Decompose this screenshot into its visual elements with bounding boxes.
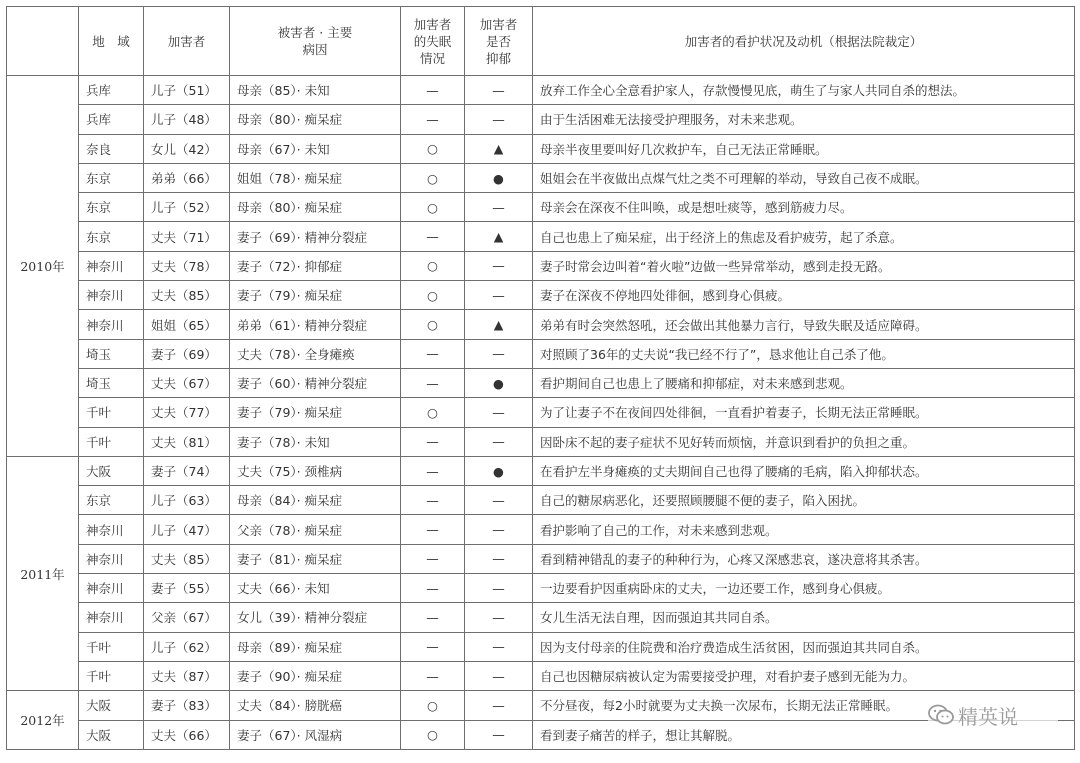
- perpetrator-cell: 丈夫（81）: [144, 427, 230, 456]
- perpetrator-cell: 儿子（63）: [144, 486, 230, 515]
- region-cell: 神奈川: [79, 310, 144, 339]
- table-row: [7, 515, 1075, 544]
- wechat-icon: [928, 704, 954, 726]
- header-year-blank: [7, 7, 79, 76]
- region-cell: 神奈川: [79, 281, 144, 310]
- victim-cell: 母亲（80）· 痴呆症: [230, 105, 401, 134]
- depression-cell: —: [465, 193, 533, 222]
- insomnia-cell: —: [401, 456, 465, 485]
- header-depression: [465, 7, 533, 76]
- header-insomnia-line2: 的失眠: [413, 33, 452, 49]
- table-row: [7, 427, 1075, 456]
- depression-cell: —: [465, 427, 533, 456]
- depression-cell: —: [465, 603, 533, 632]
- depression-cell: —: [465, 544, 533, 573]
- table-row: [7, 310, 1075, 339]
- header-victim: [230, 7, 401, 76]
- depression-cell: —: [465, 486, 533, 515]
- perpetrator-cell: 丈夫（78）: [144, 251, 230, 280]
- header-row: [7, 7, 1075, 76]
- header-depression-line2: 是否: [485, 33, 511, 49]
- perpetrator-cell: 丈夫（71）: [144, 222, 230, 251]
- insomnia-cell: —: [401, 515, 465, 544]
- depression-cell: —: [465, 76, 533, 105]
- table-row: [7, 544, 1075, 573]
- region-cell: 兵库: [79, 76, 144, 105]
- victim-cell: 母亲（67）· 未知: [230, 134, 401, 163]
- victim-cell: 丈夫（78）· 全身瘫痪: [230, 339, 401, 368]
- table-row: [7, 691, 1075, 720]
- perpetrator-cell: 儿子（51）: [144, 76, 230, 105]
- region-cell: 东京: [79, 193, 144, 222]
- perpetrator-cell: 丈夫（67）: [144, 368, 230, 397]
- insomnia-cell: —: [401, 661, 465, 690]
- victim-cell: 妻子（79）· 痴呆症: [230, 281, 401, 310]
- table-row: [7, 105, 1075, 134]
- victim-cell: 妻子（79）· 痴呆症: [230, 398, 401, 427]
- depression-cell: ●: [465, 456, 533, 485]
- region-cell: 神奈川: [79, 603, 144, 632]
- header-insomnia-line1: 加害者: [413, 16, 452, 32]
- insomnia-cell: ○: [401, 193, 465, 222]
- region-cell: 千叶: [79, 632, 144, 661]
- year-cell: 2012年: [7, 691, 79, 750]
- perpetrator-cell: 父亲（67）: [144, 603, 230, 632]
- motive-cell: 因为支付母亲的住院费和治疗费造成生活贫困，因而强迫其共同自杀。: [533, 632, 1075, 661]
- table-row: [7, 632, 1075, 661]
- victim-cell: 丈夫（66）· 未知: [230, 574, 401, 603]
- victim-cell: 妻子（67）· 风湿病: [230, 720, 401, 749]
- table-row: [7, 486, 1075, 515]
- motive-cell: 在看护左半身瘫痪的丈夫期间自己也得了腰痛的毛病，陷入抑郁状态。: [533, 456, 1075, 485]
- perpetrator-cell: 丈夫（66）: [144, 720, 230, 749]
- insomnia-cell: ○: [401, 310, 465, 339]
- insomnia-cell: —: [401, 603, 465, 632]
- insomnia-cell: ○: [401, 134, 465, 163]
- perpetrator-cell: 女儿（42）: [144, 134, 230, 163]
- victim-cell: 父亲（78）· 痴呆症: [230, 515, 401, 544]
- perpetrator-cell: 丈夫（87）: [144, 661, 230, 690]
- perpetrator-cell: 弟弟（66）: [144, 163, 230, 192]
- header-victim-line2: 病因: [302, 42, 328, 57]
- perpetrator-cell: 妻子（55）: [144, 574, 230, 603]
- insomnia-cell: —: [401, 544, 465, 573]
- depression-cell: —: [465, 661, 533, 690]
- motive-cell: 弟弟有时会突然怒吼，还会做出其他暴力言行，导致失眠及适应障碍。: [533, 310, 1075, 339]
- insomnia-cell: —: [401, 486, 465, 515]
- motive-cell: 一边要看护因重病卧床的丈夫，一边还要工作，感到身心俱疲。: [533, 574, 1075, 603]
- victim-cell: 弟弟（61）· 精神分裂症: [230, 310, 401, 339]
- region-cell: 兵库: [79, 105, 144, 134]
- perpetrator-cell: 儿子（52）: [144, 193, 230, 222]
- insomnia-cell: ○: [401, 720, 465, 749]
- depression-cell: ▲: [465, 134, 533, 163]
- victim-cell: 女儿（39）· 精神分裂症: [230, 603, 401, 632]
- depression-cell: ●: [465, 368, 533, 397]
- motive-cell: 母亲会在深夜不住叫唤，或是想吐痰等，感到筋疲力尽。: [533, 193, 1075, 222]
- region-cell: 神奈川: [79, 515, 144, 544]
- header-depression-line3: 抑郁: [485, 50, 511, 66]
- table-row: [7, 76, 1075, 105]
- motive-cell: 女儿生活无法自理，因而强迫其共同自杀。: [533, 603, 1075, 632]
- motive-cell: 自己的糖尿病恶化，还要照顾腰腿不便的妻子，陷入困扰。: [533, 486, 1075, 515]
- region-cell: 千叶: [79, 427, 144, 456]
- region-cell: 东京: [79, 486, 144, 515]
- year-cell: 2010年: [7, 76, 79, 457]
- depression-cell: —: [465, 281, 533, 310]
- header-victim-line1: 被害者 · 主要: [277, 25, 353, 40]
- depression-cell: —: [465, 632, 533, 661]
- victim-cell: 母亲（89）· 痴呆症: [230, 632, 401, 661]
- victim-cell: 姐姐（78）· 痴呆症: [230, 163, 401, 192]
- victim-cell: 妻子（81）· 痴呆症: [230, 544, 401, 573]
- motive-cell: 由于生活困难无法接受护理服务，对未来悲观。: [533, 105, 1075, 134]
- insomnia-cell: ○: [401, 281, 465, 310]
- region-cell: 千叶: [79, 661, 144, 690]
- depression-cell: ▲: [465, 310, 533, 339]
- victim-cell: 丈夫（84）· 膀胱癌: [230, 691, 401, 720]
- motive-cell: 放弃工作全心全意看护家人，存款慢慢见底，萌生了与家人共同自杀的想法。: [533, 76, 1075, 105]
- insomnia-cell: ○: [401, 163, 465, 192]
- table-row: [7, 456, 1075, 485]
- insomnia-cell: —: [401, 574, 465, 603]
- insomnia-cell: —: [401, 222, 465, 251]
- perpetrator-cell: 妻子（69）: [144, 339, 230, 368]
- depression-cell: —: [465, 339, 533, 368]
- header-perpetrator: 加害者: [144, 7, 230, 76]
- motive-cell: 因卧床不起的妻子症状不见好转而烦恼，并意识到看护的负担之重。: [533, 427, 1075, 456]
- depression-cell: ▲: [465, 222, 533, 251]
- victim-cell: 妻子（72）· 抑郁症: [230, 251, 401, 280]
- motive-cell: 自己也患上了痴呆症，出于经济上的焦虑及看护疲劳，起了杀意。: [533, 222, 1075, 251]
- table-row: [7, 339, 1075, 368]
- insomnia-cell: —: [401, 339, 465, 368]
- victim-cell: 妻子（60）· 精神分裂症: [230, 368, 401, 397]
- motive-cell: 看到妻子痛苦的样子，想让其解脱。: [533, 720, 1075, 749]
- table-row: [7, 163, 1075, 192]
- perpetrator-cell: 儿子（62）: [144, 632, 230, 661]
- victim-cell: 妻子（69）· 精神分裂症: [230, 222, 401, 251]
- table-row: [7, 574, 1075, 603]
- motive-cell: 母亲半夜里要叫好几次救护车，自己无法正常睡眠。: [533, 134, 1075, 163]
- table-body: [7, 76, 1075, 750]
- table-row: [7, 368, 1075, 397]
- victim-cell: 母亲（85）· 未知: [230, 76, 401, 105]
- region-cell: 大阪: [79, 456, 144, 485]
- depression-cell: —: [465, 574, 533, 603]
- header-insomnia: [401, 7, 465, 76]
- insomnia-cell: —: [401, 368, 465, 397]
- motive-cell: 为了让妻子不在夜间四处徘徊，一直看护着妻子，长期无法正常睡眠。: [533, 398, 1075, 427]
- case-table: [6, 6, 1075, 750]
- depression-cell: ●: [465, 163, 533, 192]
- watermark-text: 精英说: [958, 704, 1018, 729]
- perpetrator-cell: 丈夫（85）: [144, 544, 230, 573]
- region-cell: 东京: [79, 163, 144, 192]
- insomnia-cell: —: [401, 632, 465, 661]
- perpetrator-cell: 儿子（47）: [144, 515, 230, 544]
- insomnia-cell: ○: [401, 251, 465, 280]
- motive-cell: 不分昼夜，每2小时就要为丈夫换一次尿布，长期无法正常睡眠。: [533, 691, 1075, 720]
- victim-cell: 丈夫（75）· 颈椎病: [230, 456, 401, 485]
- table-row: [7, 398, 1075, 427]
- perpetrator-cell: 丈夫（85）: [144, 281, 230, 310]
- motive-cell: 姐姐会在半夜做出点煤气灶之类不可理解的举动，导致自己夜不成眠。: [533, 163, 1075, 192]
- table-row: [7, 193, 1075, 222]
- insomnia-cell: —: [401, 76, 465, 105]
- table-row: [7, 222, 1075, 251]
- depression-cell: —: [465, 398, 533, 427]
- perpetrator-cell: 儿子（48）: [144, 105, 230, 134]
- motive-cell: 看到精神错乱的妻子的种种行为，心疼又深感悲哀，遂决意将其杀害。: [533, 544, 1075, 573]
- motive-cell: 看护期间自己也患上了腰痛和抑郁症，对未来感到悲观。: [533, 368, 1075, 397]
- table-row: [7, 134, 1075, 163]
- header-motive: 加害者的看护状况及动机（根据法院裁定）: [533, 7, 1075, 76]
- region-cell: 大阪: [79, 691, 144, 720]
- motive-cell: 自己也因糖尿病被认定为需要接受护理，对看护妻子感到无能为力。: [533, 661, 1075, 690]
- region-cell: 奈良: [79, 134, 144, 163]
- insomnia-cell: —: [401, 105, 465, 134]
- region-cell: 千叶: [79, 398, 144, 427]
- region-cell: 神奈川: [79, 544, 144, 573]
- header-insomnia-line3: 情况: [419, 50, 445, 66]
- victim-cell: 妻子（78）· 未知: [230, 427, 401, 456]
- depression-cell: —: [465, 720, 533, 749]
- insomnia-cell: —: [401, 427, 465, 456]
- motive-cell: 看护影响了自己的工作，对未来感到悲观。: [533, 515, 1075, 544]
- table-row: [7, 603, 1075, 632]
- table-row: [7, 661, 1075, 690]
- depression-cell: —: [465, 691, 533, 720]
- table-row: [7, 720, 1075, 749]
- table-row: [7, 251, 1075, 280]
- perpetrator-cell: 妻子（83）: [144, 691, 230, 720]
- table-row: [7, 281, 1075, 310]
- victim-cell: 妻子（90）· 痴呆症: [230, 661, 401, 690]
- region-cell: 大阪: [79, 720, 144, 749]
- region-cell: 埼玉: [79, 368, 144, 397]
- victim-cell: 母亲（80）· 痴呆症: [230, 193, 401, 222]
- depression-cell: —: [465, 105, 533, 134]
- region-cell: 神奈川: [79, 574, 144, 603]
- region-cell: 神奈川: [79, 251, 144, 280]
- perpetrator-cell: 丈夫（77）: [144, 398, 230, 427]
- depression-cell: —: [465, 515, 533, 544]
- perpetrator-cell: 妻子（74）: [144, 456, 230, 485]
- motive-cell: 妻子时常会边叫着“着火啦”边做一些异常举动，感到走投无路。: [533, 251, 1075, 280]
- insomnia-cell: ○: [401, 398, 465, 427]
- header-region: 地 域: [79, 7, 144, 76]
- watermark: [928, 698, 1058, 732]
- victim-cell: 母亲（84）· 痴呆症: [230, 486, 401, 515]
- header-depression-line1: 加害者: [479, 16, 518, 32]
- insomnia-cell: ○: [401, 691, 465, 720]
- year-cell: 2011年: [7, 456, 79, 690]
- motive-cell: 对照顾了36年的丈夫说“我已经不行了”，恳求他让自己杀了他。: [533, 339, 1075, 368]
- motive-cell: 妻子在深夜不停地四处徘徊，感到身心俱疲。: [533, 281, 1075, 310]
- region-cell: 埼玉: [79, 339, 144, 368]
- region-cell: 东京: [79, 222, 144, 251]
- perpetrator-cell: 姐姐（65）: [144, 310, 230, 339]
- depression-cell: —: [465, 251, 533, 280]
